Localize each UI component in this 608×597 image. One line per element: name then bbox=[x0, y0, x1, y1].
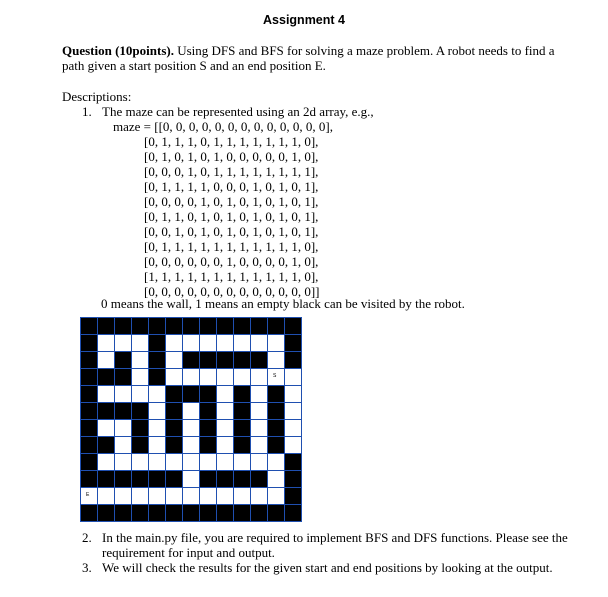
maze-wall-cell bbox=[251, 505, 267, 521]
question-paragraph bbox=[62, 43, 562, 73]
maze-wall-cell bbox=[251, 318, 267, 334]
descriptions-heading: Descriptions: bbox=[62, 89, 132, 104]
maze-open-cell bbox=[98, 420, 114, 436]
maze-open-cell bbox=[81, 488, 97, 504]
end-marker: E bbox=[86, 492, 90, 498]
maze-open-cell bbox=[132, 335, 148, 351]
maze-open-cell bbox=[217, 369, 233, 385]
maze-wall-cell bbox=[115, 369, 131, 385]
maze-open-cell bbox=[251, 488, 267, 504]
maze-wall-cell bbox=[81, 471, 97, 487]
maze-open-cell bbox=[115, 488, 131, 504]
maze-open-cell bbox=[149, 403, 165, 419]
maze-wall-cell bbox=[81, 386, 97, 402]
maze-array-row: [0, 0, 0, 1, 0, 1, 1, 1, 1, 1, 1, 1, 1], bbox=[144, 164, 319, 179]
maze-wall-cell bbox=[81, 454, 97, 470]
maze-open-cell bbox=[149, 420, 165, 436]
maze-wall-cell bbox=[115, 505, 131, 521]
maze-wall-cell bbox=[81, 352, 97, 368]
maze-open-cell bbox=[149, 454, 165, 470]
maze-wall-cell bbox=[217, 505, 233, 521]
maze-array-row: [0, 1, 0, 1, 0, 1, 0, 0, 0, 0, 0, 1, 0], bbox=[144, 149, 319, 164]
maze-open-cell bbox=[217, 437, 233, 453]
maze-open-cell bbox=[268, 454, 284, 470]
maze-wall-cell bbox=[98, 369, 114, 385]
assignment-title: Assignment 4 bbox=[263, 13, 345, 27]
item-text: We will check the results for the given start and end positions by looking at the output. bbox=[102, 560, 553, 575]
maze-wall-cell bbox=[166, 386, 182, 402]
maze-wall-cell bbox=[183, 386, 199, 402]
maze-open-cell bbox=[251, 403, 267, 419]
item-number: 1. bbox=[82, 104, 92, 119]
maze-wall-cell bbox=[268, 318, 284, 334]
maze-wall-cell bbox=[234, 403, 250, 419]
maze-open-cell bbox=[251, 454, 267, 470]
maze-open-cell bbox=[200, 369, 216, 385]
maze-open-cell bbox=[98, 352, 114, 368]
maze-array-row: [0, 1, 1, 1, 1, 1, 1, 1, 1, 1, 1, 1, 0], bbox=[144, 239, 319, 254]
maze-open-cell bbox=[132, 352, 148, 368]
maze-legend: 0 means the wall, 1 means an empty black can be visited by the robot. bbox=[101, 296, 465, 311]
maze-open-cell bbox=[217, 420, 233, 436]
maze-wall-cell bbox=[268, 437, 284, 453]
maze-wall-cell bbox=[149, 335, 165, 351]
maze-grid bbox=[80, 317, 302, 522]
maze-wall-cell bbox=[234, 420, 250, 436]
maze-wall-cell bbox=[217, 318, 233, 334]
maze-wall-cell bbox=[81, 369, 97, 385]
maze-open-cell bbox=[149, 437, 165, 453]
maze-open-cell bbox=[234, 369, 250, 385]
maze-wall-cell bbox=[98, 403, 114, 419]
maze-open-cell bbox=[268, 352, 284, 368]
maze-open-cell bbox=[183, 454, 199, 470]
maze-open-cell bbox=[149, 488, 165, 504]
maze-open-cell bbox=[183, 403, 199, 419]
maze-wall-cell bbox=[234, 352, 250, 368]
maze-open-cell bbox=[115, 420, 131, 436]
maze-open-cell bbox=[268, 488, 284, 504]
maze-wall-cell bbox=[285, 318, 301, 334]
maze-open-cell bbox=[251, 335, 267, 351]
maze-wall-cell bbox=[234, 437, 250, 453]
maze-open-cell bbox=[268, 369, 284, 385]
item-number: 2. bbox=[82, 530, 92, 545]
maze-wall-cell bbox=[200, 505, 216, 521]
maze-array-row: [0, 1, 1, 1, 0, 1, 1, 1, 1, 1, 1, 1, 0], bbox=[144, 134, 319, 149]
maze-array-row: [0, 1, 1, 0, 1, 0, 1, 0, 1, 0, 1, 0, 1], bbox=[144, 209, 319, 224]
maze-open-cell bbox=[200, 454, 216, 470]
maze-wall-cell bbox=[98, 318, 114, 334]
maze-wall-cell bbox=[166, 505, 182, 521]
maze-open-cell bbox=[217, 403, 233, 419]
maze-wall-cell bbox=[149, 471, 165, 487]
maze-wall-cell bbox=[166, 420, 182, 436]
maze-wall-cell bbox=[183, 352, 199, 368]
maze-wall-cell bbox=[81, 437, 97, 453]
maze-wall-cell bbox=[149, 369, 165, 385]
maze-open-cell bbox=[115, 454, 131, 470]
maze-open-cell bbox=[166, 335, 182, 351]
maze-wall-cell bbox=[132, 403, 148, 419]
maze-open-cell bbox=[166, 488, 182, 504]
maze-wall-cell bbox=[149, 352, 165, 368]
maze-wall-cell bbox=[234, 471, 250, 487]
maze-open-cell bbox=[132, 454, 148, 470]
maze-wall-cell bbox=[98, 437, 114, 453]
maze-wall-cell bbox=[200, 386, 216, 402]
question-text: Using DFS and BFS for solving a maze problem. A robot needs to find a path given a start position S and an end position E. bbox=[62, 43, 555, 73]
maze-open-cell bbox=[234, 335, 250, 351]
maze-array-row: [0, 1, 1, 1, 1, 0, 0, 0, 1, 0, 1, 0, 1], bbox=[144, 179, 319, 194]
maze-array-row: [1, 1, 1, 1, 1, 1, 1, 1, 1, 1, 1, 1, 0], bbox=[144, 269, 319, 284]
maze-open-cell bbox=[251, 420, 267, 436]
start-marker: S bbox=[273, 373, 277, 379]
maze-wall-cell bbox=[285, 352, 301, 368]
maze-wall-cell bbox=[268, 505, 284, 521]
maze-open-cell bbox=[98, 454, 114, 470]
maze-wall-cell bbox=[149, 318, 165, 334]
maze-open-cell bbox=[115, 386, 131, 402]
maze-wall-cell bbox=[200, 403, 216, 419]
maze-open-cell bbox=[98, 386, 114, 402]
maze-array-code bbox=[113, 119, 333, 299]
maze-wall-cell bbox=[166, 471, 182, 487]
maze-array-row: [0, 0, 0, 0, 0, 0, 0, 0, 0, 0, 0, 0, 0]] bbox=[144, 284, 320, 299]
item-number: 3. bbox=[82, 560, 92, 575]
maze-open-cell bbox=[115, 437, 131, 453]
maze-open-cell bbox=[183, 420, 199, 436]
maze-open-cell bbox=[132, 369, 148, 385]
maze-wall-cell bbox=[81, 335, 97, 351]
maze-wall-cell bbox=[115, 318, 131, 334]
maze-wall-cell bbox=[166, 318, 182, 334]
maze-open-cell bbox=[251, 437, 267, 453]
maze-wall-cell bbox=[132, 505, 148, 521]
maze-wall-cell bbox=[98, 505, 114, 521]
maze-wall-cell bbox=[200, 471, 216, 487]
maze-open-cell bbox=[183, 488, 199, 504]
maze-wall-cell bbox=[234, 318, 250, 334]
maze-wall-cell bbox=[132, 318, 148, 334]
maze-open-cell bbox=[285, 386, 301, 402]
maze-wall-cell bbox=[251, 471, 267, 487]
maze-open-cell bbox=[132, 386, 148, 402]
maze-wall-cell bbox=[251, 352, 267, 368]
maze-open-cell bbox=[285, 403, 301, 419]
maze-open-cell bbox=[166, 352, 182, 368]
maze-wall-cell bbox=[166, 437, 182, 453]
maze-array-row: maze = [[0, 0, 0, 0, 0, 0, 0, 0, 0, 0, 0, 0, 0], bbox=[113, 119, 334, 134]
maze-open-cell bbox=[183, 369, 199, 385]
maze-open-cell bbox=[149, 386, 165, 402]
maze-open-cell bbox=[251, 386, 267, 402]
maze-open-cell bbox=[183, 437, 199, 453]
maze-wall-cell bbox=[115, 352, 131, 368]
maze-open-cell bbox=[183, 471, 199, 487]
maze-wall-cell bbox=[183, 318, 199, 334]
maze-open-cell bbox=[200, 335, 216, 351]
maze-wall-cell bbox=[200, 352, 216, 368]
maze-wall-cell bbox=[268, 386, 284, 402]
maze-open-cell bbox=[200, 488, 216, 504]
maze-open-cell bbox=[115, 335, 131, 351]
maze-wall-cell bbox=[81, 420, 97, 436]
maze-wall-cell bbox=[81, 403, 97, 419]
maze-wall-cell bbox=[234, 505, 250, 521]
maze-wall-cell bbox=[268, 403, 284, 419]
maze-open-cell bbox=[217, 386, 233, 402]
maze-array-row: [0, 0, 1, 0, 1, 0, 1, 0, 1, 0, 1, 0, 1], bbox=[144, 224, 319, 239]
maze-open-cell bbox=[268, 471, 284, 487]
maze-wall-cell bbox=[132, 437, 148, 453]
maze-open-cell bbox=[234, 488, 250, 504]
maze-wall-cell bbox=[217, 471, 233, 487]
question-label: Question (10points). bbox=[62, 43, 174, 58]
maze-wall-cell bbox=[98, 471, 114, 487]
maze-wall-cell bbox=[285, 454, 301, 470]
maze-wall-cell bbox=[81, 505, 97, 521]
maze-wall-cell bbox=[115, 403, 131, 419]
maze-array-row: [0, 0, 0, 0, 1, 0, 1, 0, 1, 0, 1, 0, 1], bbox=[144, 194, 319, 209]
maze-wall-cell bbox=[200, 437, 216, 453]
maze-wall-cell bbox=[285, 471, 301, 487]
maze-open-cell bbox=[98, 335, 114, 351]
maze-wall-cell bbox=[183, 505, 199, 521]
maze-wall-cell bbox=[166, 403, 182, 419]
maze-open-cell bbox=[285, 437, 301, 453]
maze-wall-cell bbox=[285, 488, 301, 504]
maze-wall-cell bbox=[132, 471, 148, 487]
maze-open-cell bbox=[268, 335, 284, 351]
maze-wall-cell bbox=[217, 352, 233, 368]
maze-open-cell bbox=[217, 454, 233, 470]
maze-wall-cell bbox=[234, 386, 250, 402]
maze-open-cell bbox=[285, 420, 301, 436]
maze-wall-cell bbox=[81, 318, 97, 334]
item-text: In the main.py file, you are required to implement BFS and DFS functions. Please see the requirement for input and output. bbox=[102, 530, 568, 560]
maze-wall-cell bbox=[200, 420, 216, 436]
maze-wall-cell bbox=[285, 505, 301, 521]
maze-open-cell bbox=[217, 335, 233, 351]
maze-open-cell bbox=[251, 369, 267, 385]
maze-open-cell bbox=[132, 488, 148, 504]
maze-wall-cell bbox=[268, 420, 284, 436]
maze-open-cell bbox=[166, 369, 182, 385]
maze-wall-cell bbox=[200, 318, 216, 334]
maze-open-cell bbox=[166, 454, 182, 470]
item-text: The maze can be represented using an 2d array, e.g., bbox=[102, 104, 374, 119]
maze-wall-cell bbox=[115, 471, 131, 487]
maze-open-cell bbox=[285, 369, 301, 385]
maze-open-cell bbox=[183, 335, 199, 351]
maze-open-cell bbox=[98, 488, 114, 504]
maze-array-prefix: maze = [ bbox=[113, 119, 159, 134]
maze-wall-cell bbox=[149, 505, 165, 521]
maze-wall-cell bbox=[132, 420, 148, 436]
maze-open-cell bbox=[217, 488, 233, 504]
maze-open-cell bbox=[234, 454, 250, 470]
maze-wall-cell bbox=[285, 335, 301, 351]
maze-array-row: [0, 0, 0, 0, 0, 0, 1, 0, 0, 0, 0, 1, 0], bbox=[144, 254, 319, 269]
